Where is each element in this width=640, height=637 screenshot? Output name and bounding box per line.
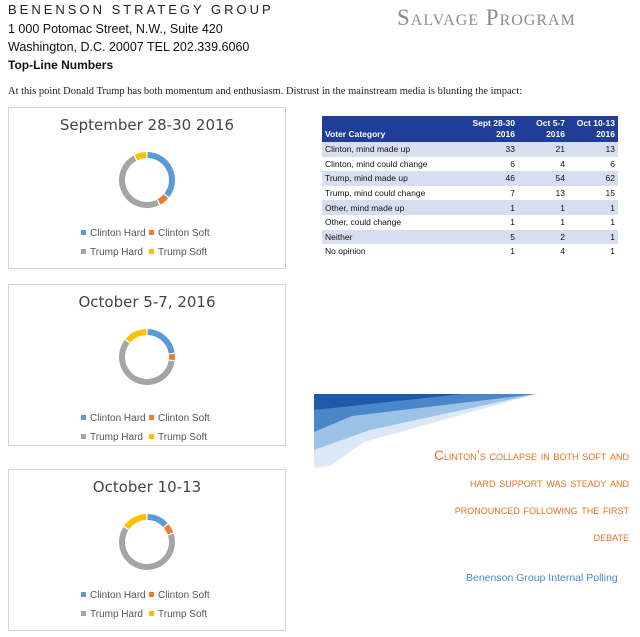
legend-clinton-soft: Clinton Soft xyxy=(149,590,217,601)
legend-trump-soft: Trump Soft xyxy=(149,609,217,620)
voter-category-table xyxy=(322,116,618,259)
table-row xyxy=(322,142,618,157)
table-row xyxy=(322,200,618,215)
donut-slice-clinton-soft xyxy=(166,526,170,533)
donut-slice-trump-hard xyxy=(122,342,172,382)
source-note: Benenson Group Internal Polling xyxy=(466,572,618,584)
table-row xyxy=(322,215,618,230)
chart-legend xyxy=(81,228,217,258)
cell: 6 xyxy=(610,158,615,169)
callout-text xyxy=(379,442,629,550)
cell: 5 xyxy=(468,230,518,245)
row-label: Clinton, mind could change xyxy=(325,158,428,169)
firm-city-phone: Washington, D.C. 20007 TEL 202.339.6060 xyxy=(8,40,250,54)
cell: 7 xyxy=(510,188,515,199)
donut-chart-oct10 xyxy=(8,469,286,631)
callout-line: Clinton’s collapse in both soft and xyxy=(434,448,629,463)
chart-legend xyxy=(81,590,217,620)
donut-slice-trump-soft xyxy=(136,155,146,158)
col-header: Oct 10-13 2016 xyxy=(568,116,618,142)
table-row xyxy=(322,244,618,259)
callout-line: debate xyxy=(593,529,629,544)
donut-svg xyxy=(113,146,181,214)
table-row xyxy=(322,157,618,172)
cell: 13 xyxy=(555,188,565,199)
cell: 62 xyxy=(568,171,618,186)
legend-clinton-soft: Clinton Soft xyxy=(149,228,217,239)
cell: 4 xyxy=(560,158,565,169)
col-header: Sept 28-30 2016 xyxy=(468,116,518,142)
table-row xyxy=(322,186,618,201)
chart-title: October 10-13 xyxy=(92,478,202,496)
cell: 1 xyxy=(518,200,568,215)
donut-slice-clinton-soft xyxy=(159,196,166,202)
cell: 2 xyxy=(518,230,568,245)
cell: 6 xyxy=(510,158,515,169)
cell: 1 xyxy=(568,200,618,215)
cell: 1 xyxy=(510,217,515,228)
cell: 1 xyxy=(510,246,515,257)
donut-chart-oct5 xyxy=(8,284,286,446)
chart-title: September 28-30 2016 xyxy=(59,116,235,134)
table-row xyxy=(322,171,618,186)
col-header: Voter Category xyxy=(322,116,468,142)
donut-slice-clinton-hard xyxy=(148,332,172,353)
cell: 21 xyxy=(518,142,568,157)
donut-slice-clinton-hard xyxy=(148,517,166,525)
legend-trump-hard: Trump Hard xyxy=(81,609,149,620)
table xyxy=(322,116,618,259)
donut-slice-trump-hard xyxy=(122,529,172,567)
donut-slice-trump-soft xyxy=(127,517,147,528)
callout-line: pronounced following the first xyxy=(454,502,629,517)
chart-legend xyxy=(81,413,217,443)
col-header: Oct 5-7 2016 xyxy=(518,116,568,142)
table-row xyxy=(322,230,618,245)
row-label: Other, mind made up xyxy=(322,200,468,215)
row-label: Trump, mind could change xyxy=(325,188,426,199)
legend-clinton-soft: Clinton Soft xyxy=(149,413,217,424)
cell: 1 xyxy=(610,246,615,257)
cell: 13 xyxy=(568,142,618,157)
cell: 1 xyxy=(610,217,615,228)
cell: 4 xyxy=(560,246,565,257)
donut-chart-sept xyxy=(8,107,286,269)
table-header-row xyxy=(322,116,618,142)
row-label: Clinton, mind made up xyxy=(322,142,468,157)
callout-line: hard support was steady and xyxy=(469,475,629,490)
legend-trump-soft: Trump Soft xyxy=(149,247,217,258)
firm-name: BENENSON STRATEGY GROUP xyxy=(8,2,274,17)
section-title: Top-Line Numbers xyxy=(8,58,114,72)
firm-address: 1 000 Potomac Street, N.W., Suite 420 xyxy=(8,22,223,36)
donut-svg xyxy=(113,323,181,391)
cell: 1 xyxy=(568,230,618,245)
intro-text: At this point Donald Trump has both momentum and enthusiasm. Distrust in the mainstream media is blunting the impact: xyxy=(8,86,523,97)
donut-svg xyxy=(113,508,181,576)
row-label: No opinion xyxy=(325,246,366,257)
cell: 1 xyxy=(468,200,518,215)
row-label: Trump, mind made up xyxy=(322,171,468,186)
donut-slice-clinton-hard xyxy=(148,155,172,195)
cell: 54 xyxy=(518,171,568,186)
donut-slice-trump-soft xyxy=(128,332,146,341)
row-label: Other, could change xyxy=(325,217,402,228)
cell: 15 xyxy=(605,188,615,199)
chart-title: October 5-7, 2016 xyxy=(78,293,216,311)
legend-clinton-hard: Clinton Hard xyxy=(81,413,149,424)
legend-clinton-hard: Clinton Hard xyxy=(81,590,149,601)
legend-trump-soft: Trump Soft xyxy=(149,432,217,443)
legend-trump-hard: Trump Hard xyxy=(81,247,149,258)
legend-clinton-hard: Clinton Hard xyxy=(81,228,149,239)
row-label: Neither xyxy=(322,230,468,245)
donut-slice-trump-hard xyxy=(122,158,158,205)
cell: 46 xyxy=(468,171,518,186)
program-title: Salvage Program xyxy=(397,5,576,30)
cell: 1 xyxy=(560,217,565,228)
cell: 33 xyxy=(468,142,518,157)
legend-trump-hard: Trump Hard xyxy=(81,432,149,443)
